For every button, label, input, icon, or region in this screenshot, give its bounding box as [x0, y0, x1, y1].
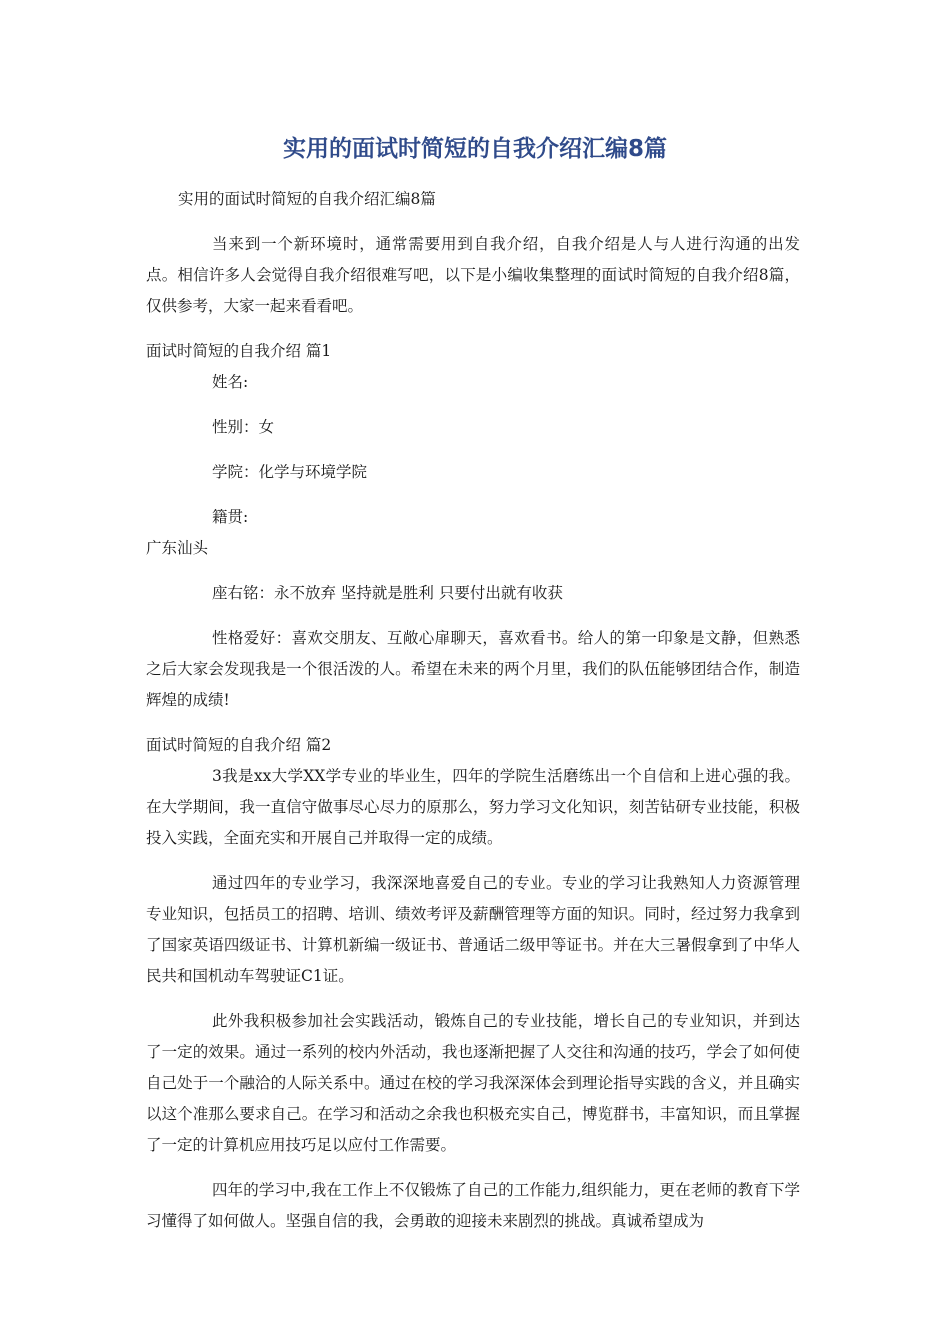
college-field: 学院：化学与环境学院	[212, 463, 368, 481]
gender-field: 性别：女	[212, 418, 275, 436]
section-2-paragraph-2: 通过四年的专业学习，我深深地喜爱自己的专业。专业的学习让我熟知人力资源管理专业知识，包括员工的招聘、培训、绩效考评及薪酬管理等方面的知识。同时，经过努力我拿到了国家英语四级证书、计算机新编一级证书、普通话二级甲等证书。并在大三暑假拿到了中华人民共和国机动车驾驶证C1证。	[146, 874, 800, 985]
section-2-paragraph-1: 3我是xx大学XX学专业的毕业生，四年的学院生活磨练出一个自信和上进心强的我。在大学期间，我一直信守做事尽心尽力的原那么，努力学习文化知识，刻苦钻研专业技能，积极投入实践，全面充实和开展自己并取得一定的成绩。	[146, 767, 800, 847]
document-body	[146, 184, 800, 1237]
hobby-paragraph: 性格爱好：喜欢交朋友、互敞心扉聊天，喜欢看书。给人的第一印象是文静，但熟悉之后大家会发现我是一个很活泼的人。希望在未来的两个月里，我们的队伍能够团结合作，制造辉煌的成绩!	[146, 629, 800, 709]
section-2-paragraph-4: 四年的学习中,我在工作上不仅锻炼了自己的工作能力,组织能力，更在老师的教育下学习懂得了如何做人。坚强自信的我，会勇敢的迎接未来剧烈的挑战。真诚希望成为	[146, 1181, 800, 1230]
section-2-heading: 面试时简短的自我介绍 篇2	[146, 736, 332, 754]
name-field: 姓名:	[212, 373, 249, 391]
section-1-heading: 面试时简短的自我介绍 篇1	[146, 342, 332, 360]
motto-field: 座右铭：永不放弃 坚持就是胜利 只要付出就有收获	[212, 584, 563, 602]
origin-value: 广东汕头	[146, 539, 209, 557]
intro-paragraph: 当来到一个新环境时，通常需要用到自我介绍，自我介绍是人与人进行沟通的出发点。相信许多人会觉得自我介绍很难写吧，以下是小编收集整理的面试时简短的自我介绍8篇，仅供参考，大家一起来看看吧。	[146, 235, 800, 315]
origin-label: 籍贯:	[212, 508, 249, 526]
document-title: 实用的面试时简短的自我介绍汇编8篇	[282, 136, 667, 162]
document-subtitle: 实用的面试时简短的自我介绍汇编8篇	[178, 190, 436, 208]
section-2-paragraph-3: 此外我积极参加社会实践活动，锻炼自己的专业技能，增长自己的专业知识，并到达了一定的效果。通过一系列的校内外活动，我也逐渐把握了人交往和沟通的技巧，学会了如何使自己处于一个融洽的人际关系中。通过在校的学习我深深体会到理论指导实践的含义，并且确实以这个准那么要求自己。在学习和活动之余我也积极充实自己，博览群书，丰富知识，而且掌握了一定的计算机应用技巧足以应付工作需要。	[146, 1012, 800, 1154]
